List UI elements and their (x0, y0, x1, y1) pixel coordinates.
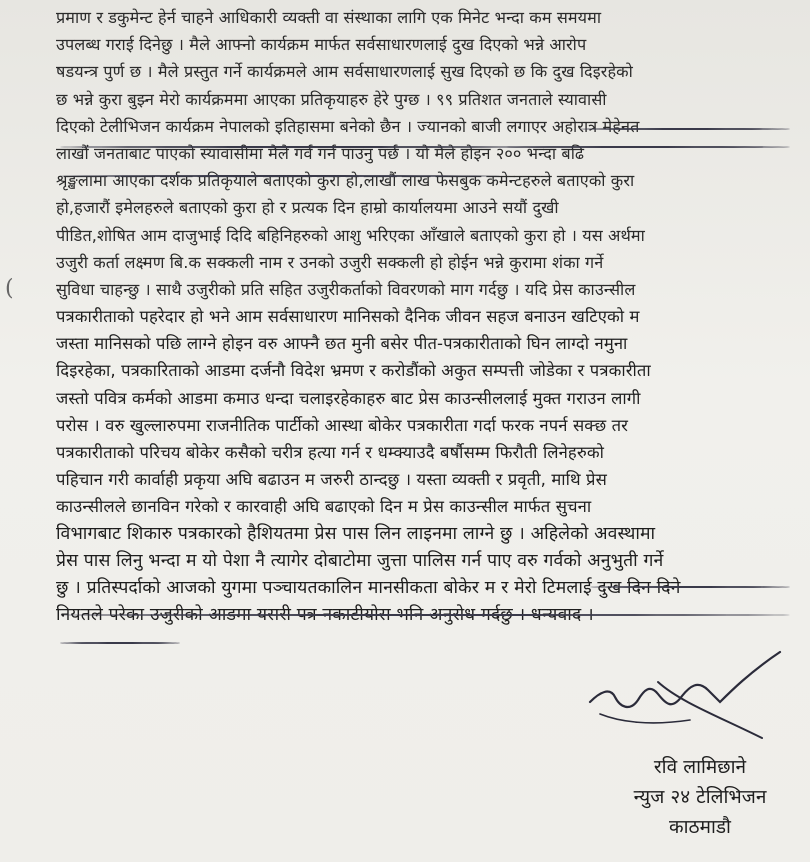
letter-line-15: जस्तो पवित्र कर्मको आडमा कमाउ धन्दा चलाइरहेकाहरु बाट प्रेस काउन्सीललाई मुक्त गराउन लागी (56, 388, 641, 408)
letter-line-13: जस्ता मानिसको पछि लाग्ने होइन वरु आफ्नै छत मुनी बसेर पीत-पत्रकारीताको घिन लाग्दो नमुना (56, 334, 628, 354)
sender-place: काठमाडौ (669, 816, 731, 838)
letter-line-20: विभागबाट शिकारु पत्रकारको हैशियतमा प्रेस पास लिन लाइनमा लाग्ने छु । अहिलेको अवस्थामा (56, 523, 656, 544)
sender-block (600, 752, 800, 842)
handwritten-underline-7 (60, 642, 180, 644)
margin-bracket-mark: ( (5, 276, 14, 301)
letter-line-23: नियतले परेका उजुरीको आडमा यसरी पत्र नकाटीयोस भनि अनुरोध गर्दछु । धन्यवाद । (56, 605, 594, 626)
letter-body (56, 4, 796, 629)
letter-line-1: प्रमाण र डकुमेन्ट हेर्न चाहने आधिकारी व्यक्ती वा संस्थाका लागि एक मिनेट भन्दा कम समयमा (56, 8, 602, 27)
sender-organization: न्युज २४ टेलिभिजन (633, 786, 767, 808)
handwritten-underline-2 (60, 146, 540, 148)
letter-line-11: सुविधा चाहन्छु । साथै उजुरीको प्रति सहित उजुरीकर्ताको विवरणको माग गर्दछु । यदि प्रेस काउन्सील (56, 279, 636, 299)
handwritten-underline-3 (480, 146, 790, 148)
letter-line-7: श्रृङ्खलामा आएका दर्शक प्रतिकृयाले बताएको कुरा हो,लाखौं लाख फेसबुक कमेन्टहरुले बताएको कुरा (56, 171, 635, 191)
letter-line-9: पीडित,शोषित आम दाजुभाई दिदि बहिनिहरुको आशु भरिएका आँखाले बताएको कुरा हो । यस अर्थमा (56, 225, 645, 245)
handwritten-underline-6 (60, 614, 790, 616)
letter-line-16: परोस । वरु खुल्लारुपमा राजनीतिक पार्टीको आस्था बोकेर पत्रकारीता गर्दा फरक नपर्न सक्छ तर (56, 415, 629, 435)
letter-line-22: छु । प्रतिस्पर्दाको आजको युगमा पञ्चायतकालिन मानसीकता बोकेर म र मेरो टिमलाई दुख दिन दिने (56, 577, 681, 598)
letter-line-5: दिएको टेलीभिजन कार्यक्रम नेपालको इतिहासमा बनेको छैन । ज्यानको बाजी लगाएर अहोरात्र मेहेनत (56, 116, 640, 136)
letter-line-4: छ भन्ने कुरा बुझ्न मेरो कार्यक्रममा आएका प्रतिकृयाहरु हेरे पुग्छ । ९९ प्रतिशत जनताले स्यावासी (56, 89, 607, 109)
letter-line-14: दिइरहेका, पत्रकारिताको आडमा दर्जनौ विदेश भ्रमण र करोडौंको अकुत सम्पत्ती जोडेका र पत्रकारीता (56, 361, 651, 381)
letter-line-19: काउन्सीलले छानविन गरेको र कारवाही अघि बढाएको दिन म प्रेस काउन्सील मार्फत सुचना (56, 497, 592, 517)
letter-line-6: लाखौं जनताबाट पाएको स्यावासीमा मैले गर्व गर्न पाउनु पर्छ । यो मैले होइन २०० भन्दा बढि (56, 143, 585, 163)
letter-line-10: उजुरी कर्ता लक्ष्मण बि.क सक्कली नाम र उनको उजुरी सक्कली हो होईन भन्ने कुरामा शंका गर्ने (56, 252, 604, 272)
handwritten-underline-5 (590, 586, 790, 588)
letter-line-12: पत्रकारीताको पहरेदार हो भने आम सर्वसाधारण मानिसको दैनिक जीवन सहज बनाउन खटिएको म (56, 307, 640, 327)
letter-line-21: प्रेस पास लिनु भन्दा म यो पेशा नै त्यागेर दोबाटोमा जुत्ता पालिस गर्न पाए वरु गर्वको अनुभुती गर्ने (56, 550, 664, 571)
letter-line-2: उपलब्ध गराई दिनेछु । मैले आफ्नो कार्यक्रम मार्फत सर्वसाधारणलाई दुख दिएको भन्ने आरोप (56, 35, 587, 55)
handwritten-underline-4 (60, 175, 500, 177)
handwritten-signature (580, 642, 790, 752)
letter-line-3: षडयन्त्र पुर्ण छ । मैले प्रस्तुत गर्ने कार्यक्रमले आम सर्वसाधारणलाई सुख दिएको छ कि दुख दिइरहेको (56, 62, 633, 82)
handwritten-underline-1 (580, 128, 790, 130)
letter-line-17: पत्रकारीताको परिचय बोकेर कसैको चरीत्र हत्या गर्न र धम्क्याउदै बर्षौसम्म फिरौती लिनेहरुको (56, 443, 604, 462)
sender-name: रवि लामिछाने (653, 756, 747, 778)
letter-line-18: पहिचान गरी कार्वाही प्रकृया अघि बढाउन म जरुरी ठान्दछु । यस्ता व्यक्ती र प्रवृती, माथि प्रेस (56, 470, 607, 490)
letter-line-8: हो,हजारौं इमेलहरुले बताएको कुरा हो र प्रत्यक दिन हाम्रो कार्यालयमा आउने सयौं दुखी (56, 198, 559, 218)
